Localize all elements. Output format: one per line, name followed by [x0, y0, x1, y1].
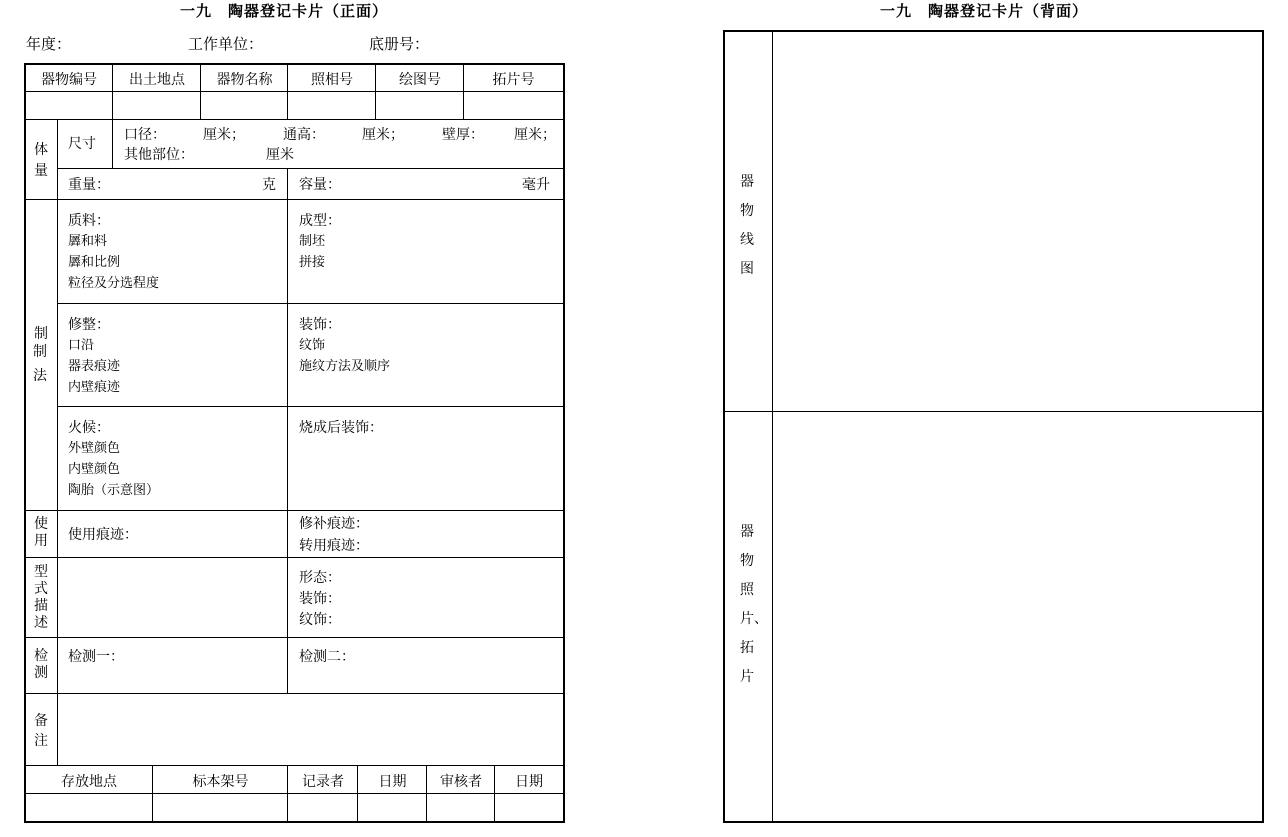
method-char-2: 制法	[33, 344, 47, 384]
method-char-1: 制	[34, 326, 48, 342]
header-rubbing-number: 拓片号	[492, 72, 535, 88]
material-title: 质料：	[68, 213, 110, 229]
test-one-label: 检测一：	[68, 649, 124, 665]
volume-label: 体量	[34, 142, 48, 179]
decoration-item: 纹饰	[299, 338, 326, 353]
reviewer-label: 审核者	[440, 774, 482, 790]
other-part-unit: 厘米	[266, 147, 294, 163]
mouth-diameter-unit: 厘米；	[203, 127, 245, 143]
weight-unit: 克	[262, 177, 276, 193]
firing-item: 外壁颜色	[68, 441, 121, 456]
record-date-label: 日期	[378, 774, 407, 790]
decoration-item: 施纹方法及顺序	[299, 359, 391, 374]
notes-label: 备注	[34, 713, 48, 749]
capacity-label: 容量：	[299, 177, 341, 193]
capacity-unit: 毫升	[522, 177, 550, 193]
header-item-name: 器物名称	[216, 72, 273, 88]
back-card	[723, 30, 1264, 823]
mouth-diameter-label: 口径：	[124, 127, 166, 143]
register-number-label: 底册号：	[369, 35, 430, 53]
typology-item: 纹饰：	[299, 612, 341, 628]
material-item: 粒径及分选程度	[68, 276, 160, 291]
photo-rubbing-label: 器物照片、拓片	[740, 524, 768, 685]
wall-thickness-label: 壁厚：	[442, 127, 484, 143]
firing-title: 火候：	[68, 420, 110, 436]
weight-label: 重量：	[68, 177, 110, 193]
size-label: 尺寸	[68, 136, 96, 152]
specimen-shelf-label: 标本架号	[192, 774, 249, 790]
forming-item: 制坯	[299, 234, 326, 249]
storage-location-label: 存放地点	[61, 774, 117, 790]
material-item: 羼和料	[68, 234, 108, 249]
year-label: 年度：	[26, 35, 72, 53]
typology-item: 形态：	[299, 570, 341, 586]
work-unit-label: 工作单位：	[188, 35, 264, 53]
forming-item: 拼接	[299, 255, 326, 270]
forming-title: 成型：	[299, 213, 341, 229]
finishing-item: 口沿	[68, 338, 95, 353]
header-item-number: 器物编号	[41, 72, 97, 88]
firing-item: 内壁颜色	[68, 462, 121, 477]
height-unit: 厘米；	[362, 127, 404, 143]
header-excavation-site: 出土地点	[129, 72, 185, 88]
firing-item: 陶胎（示意图）	[68, 483, 160, 498]
use-trace-label: 使用痕迹：	[68, 527, 138, 543]
finishing-title: 修整：	[68, 317, 110, 333]
finishing-item: 器表痕迹	[68, 359, 121, 374]
material-item: 羼和比例	[68, 255, 121, 270]
front-title: 一九 陶器登记卡片（正面）	[180, 2, 389, 20]
back-title: 一九 陶器登记卡片（背面）	[880, 2, 1089, 20]
repair-trace-label: 修补痕迹：	[299, 516, 369, 532]
drawing-label: 器物线图	[740, 174, 754, 277]
typology-label: 型式描述	[34, 564, 48, 631]
recorder-label: 记录者	[302, 774, 344, 790]
wall-thickness-unit: 厘米；	[514, 127, 556, 143]
method-label-text	[33, 344, 49, 388]
reuse-trace-label: 转用痕迹：	[299, 538, 369, 554]
height-label: 通高：	[283, 127, 325, 143]
test-two-label: 检测二：	[299, 649, 355, 665]
other-part-label: 其他部位：	[124, 147, 194, 163]
header-photo-number: 照相号	[311, 72, 353, 88]
use-label: 使用	[34, 516, 48, 549]
finishing-item: 内壁痕迹	[68, 380, 121, 395]
typology-item: 装饰：	[299, 591, 341, 607]
test-label: 检测	[34, 648, 48, 681]
review-date-label: 日期	[515, 774, 543, 790]
post-firing-decoration-label: 烧成后装饰：	[299, 420, 383, 436]
decoration-title: 装饰：	[299, 317, 341, 333]
header-drawing-number: 绘图号	[399, 72, 441, 88]
